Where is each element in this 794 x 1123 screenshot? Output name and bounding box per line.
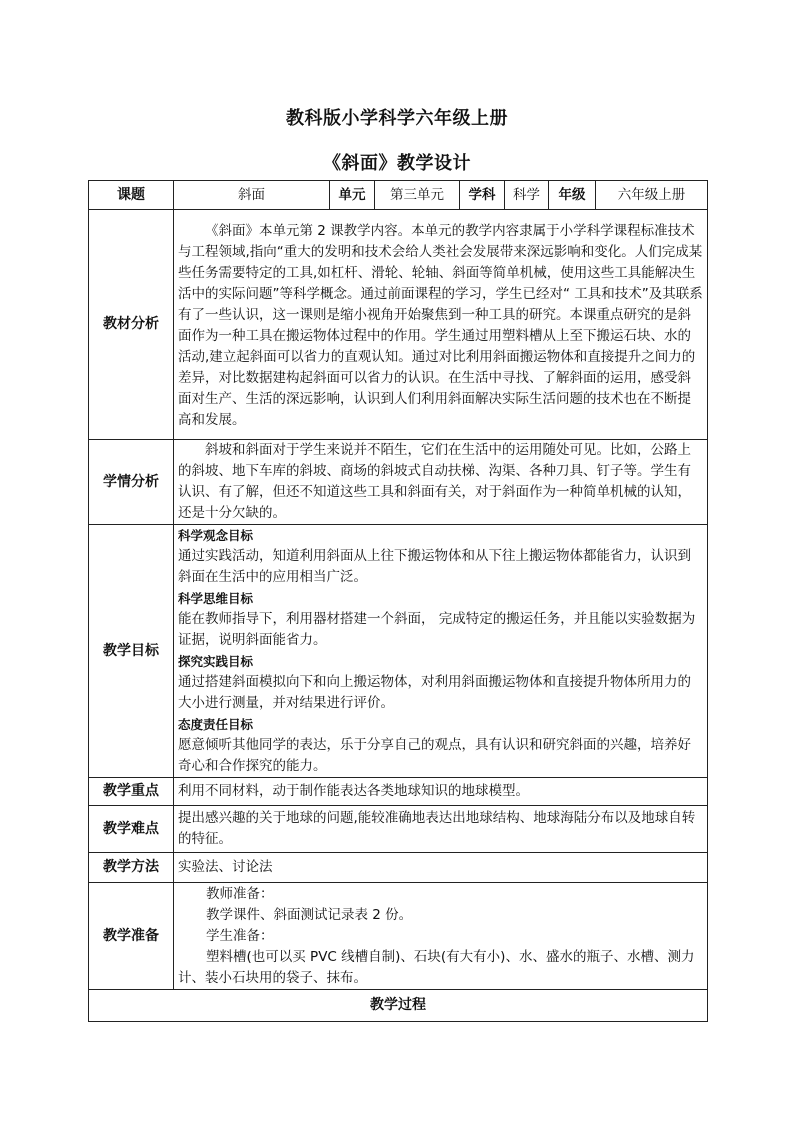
difficult-points-row (89, 806, 708, 853)
material-analysis-row (89, 210, 708, 440)
difficult-points-text: 提出感兴趣的关于地球的问题,能较准确地表达出地球结构、地球海陆分布以及地球自转的特征。 (174, 806, 708, 853)
objective-heading: 科学思维目标 (178, 591, 254, 606)
material-analysis-label: 教材分析 (89, 210, 174, 440)
unit-value: 第三单元 (375, 181, 460, 210)
objective-text: 通过实践活动，知道利用斜面从上往下搬运物体和从下往上搬运物体都能省力，认识到斜面在生活中的应用相当广泛。 (178, 548, 691, 585)
grade-label: 年级 (549, 181, 596, 210)
teacher-prep-text: 教学课件、斜面测试记录表 2 份。 (206, 906, 413, 923)
topic-value: 斜面 (174, 181, 330, 210)
objective-heading: 探究实践目标 (178, 654, 254, 669)
teacher-prep-heading: 教师准备： (206, 885, 274, 902)
topic-label: 课题 (89, 181, 174, 210)
student-analysis-label: 学情分析 (89, 440, 174, 525)
objective-heading: 科学观念目标 (178, 528, 254, 543)
process-row (89, 990, 708, 1022)
key-points-label: 教学重点 (89, 778, 174, 806)
objectives-label: 教学目标 (89, 525, 174, 778)
student-prep-text: 塑料槽(也可以买 PVC 线槽自制)、石块(有大有小)、水、盛水的瓶子、水槽、测力计、装小石块用的袋子、抹布。 (178, 948, 695, 986)
material-analysis-text: 《斜面》本单元第 2 课教学内容。本单元的教学内容隶属于小学科学课程标准技术与工程领域,指向“重大的发明和技术会给人类社会发展带来深远影响和变化。人们完成某些任务需要特定的工具,如杠杆、滑轮、轮轴、斜面等简单机械，使用这些工具能解决生活中的实际问题”等科学概念。通过前面课程的学习，学生已经对“ 工具和技术”及其联系有了一些认识，这一课则是缩小视角开始聚焦到一种工具的研究。本课重点研究的是斜面作为一种工具在搬运物体过程中的作用。学生通过用塑料槽从上至下搬运石块、水的活动,建立起斜面可以省力的直观认知。通过对比利用斜面搬运物体和直接提升之间力的差异，对比数据建构起斜面可以省力的认识。在生活中寻找、了解斜面的运用，感受斜面对生产、生活的深远影响，认识到人们利用斜面解决实际生活问题的技术也在不断提高和发展。 (178, 223, 703, 428)
key-points-row (89, 778, 708, 806)
objective-text: 通过搭建斜面模拟向下和向上搬运物体，对利用斜面搬运物体和直接提升物体所用力的大小进行测量，并对结果进行评价。 (178, 674, 691, 711)
methods-text: 实验法、讨论法 (174, 853, 708, 883)
key-points-text: 利用不同材料，动于制作能表达各类地球知识的地球模型。 (174, 778, 708, 806)
document-title: 教科版小学科学六年级上册 (286, 108, 508, 129)
subject-value: 科学 (505, 181, 549, 210)
methods-label: 教学方法 (89, 853, 174, 883)
student-analysis-text: 斜坡和斜面对于学生来说并不陌生，它们在生活中的运用随处可见。比如，公路上的斜坡、地下车库的斜坡、商场的斜坡式自动扶梯、沟渠、各种刀具、钉子等。学生有认识、有了解，但还不知道这些工具和斜面有关，对于斜面作为一种简单机械的认知，还是十分欠缺的。 (178, 442, 691, 521)
objectives-row (89, 525, 708, 778)
methods-row (89, 853, 708, 883)
student-prep-heading: 学生准备： (206, 927, 274, 944)
lesson-plan-table (88, 180, 708, 1022)
unit-label: 单元 (330, 181, 375, 210)
preparation-label: 教学准备 (89, 883, 174, 990)
preparation-row (89, 883, 708, 990)
difficult-points-label: 教学难点 (89, 806, 174, 853)
info-row (89, 181, 708, 210)
grade-value: 六年级上册 (596, 181, 708, 210)
objective-text: 愿意倾听其他同学的表达，乐于分享自己的观点，具有认识和研究斜面的兴趣，培养好奇心和合作探究的能力。 (178, 737, 691, 774)
subject-label: 学科 (460, 181, 505, 210)
document-subtitle: 《斜面》教学设计 (323, 153, 471, 174)
objective-text: 能在教师指导下，利用器材搭建一个斜面， 完成特定的搬运任务，并且能以实验数据为证据，说明斜面能省力。 (178, 611, 696, 648)
objective-heading: 态度责任目标 (178, 717, 254, 732)
student-analysis-row (89, 440, 708, 525)
process-label: 教学过程 (89, 990, 708, 1022)
